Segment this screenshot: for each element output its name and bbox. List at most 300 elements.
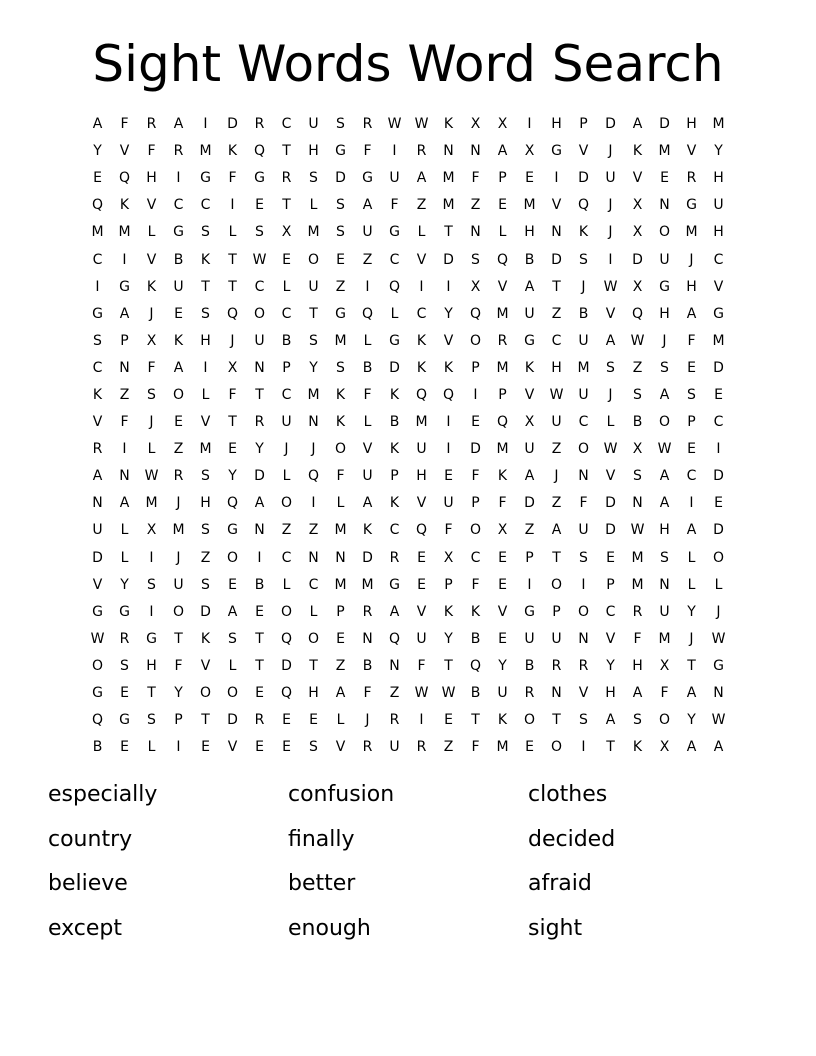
grid-letter: S [201,305,210,322]
grid-letter: C [686,468,697,485]
grid-letter: F [579,495,588,512]
grid-letter: K [92,386,103,403]
grid-letter: M [712,332,725,349]
grid-letter: P [552,603,561,620]
grid-letter: S [579,251,588,268]
grid-letter: X [281,224,292,241]
grid-letter: F [498,495,507,512]
grid-letter: G [92,305,103,322]
grid-letter: E [714,386,723,403]
grid-letter: D [605,116,616,133]
grid-letter: P [471,495,480,512]
grid-letter: F [363,386,372,403]
grid-letter: H [713,224,724,241]
grid-row [84,599,732,626]
grid-letter: D [551,251,562,268]
grid-letter: H [146,170,157,187]
grid-letter: I [176,170,181,187]
grid-letter: F [174,657,183,674]
grid-letter: M [199,441,212,458]
grid-letter: B [92,739,103,756]
grid-letter: M [334,522,347,539]
grid-letter: J [311,441,316,458]
grid-letter: R [254,712,265,729]
grid-row [84,219,732,246]
grid-letter: T [147,685,156,702]
grid-letter: O [577,603,590,620]
grid-letter: K [416,332,427,349]
grid-letter: I [446,414,451,431]
grid-letter: Q [415,522,428,539]
grid-letter: E [282,739,291,756]
grid-letter: L [336,495,345,512]
grid-letter: S [228,630,237,647]
grid-row [84,463,732,490]
grid-letter: N [308,549,319,566]
grid-letter: C [200,197,211,214]
grid-letter: K [227,143,238,160]
grid-letter: X [227,359,238,376]
grid-letter: R [524,685,535,702]
grid-letter: N [308,414,319,431]
grid-letter: S [309,739,318,756]
grid-letter: I [230,197,235,214]
word-list-item: finally [288,826,355,852]
grid-letter: L [417,224,426,241]
grid-letter: P [120,332,129,349]
grid-letter: J [608,197,613,214]
grid-letter: U [362,468,373,485]
grid-letter: D [254,468,265,485]
grid-letter: I [257,549,262,566]
grid-letter: H [551,116,562,133]
grid-letter: G [659,278,670,295]
grid-row [84,246,732,273]
grid-letter: C [92,251,103,268]
grid-letter: R [362,603,373,620]
grid-letter: I [527,116,532,133]
grid-letter: U [362,224,373,241]
grid-letter: A [605,712,616,729]
grid-letter: S [579,549,588,566]
grid-letter: X [659,739,670,756]
grid-letter: D [632,251,643,268]
grid-letter: O [307,630,320,647]
grid-letter: H [659,522,670,539]
grid-letter: E [498,630,507,647]
grid-letter: M [631,576,644,593]
grid-letter: R [551,657,562,674]
grid-letter: M [145,495,158,512]
grid-letter: F [660,685,669,702]
grid-letter: I [392,143,397,160]
grid-letter: O [280,495,293,512]
grid-letter: U [578,522,589,539]
grid-letter: O [469,522,482,539]
grid-letter: H [713,170,724,187]
grid-letter: F [120,116,129,133]
grid-letter: N [578,468,589,485]
grid-letter: L [228,657,237,674]
grid-letter: I [527,576,532,593]
grid-letter: S [336,224,345,241]
grid-letter: P [525,549,534,566]
grid-letter: O [307,251,320,268]
grid-letter: E [417,549,426,566]
grid-row [84,328,732,355]
grid-letter: I [149,549,154,566]
grid-letter: N [713,685,724,702]
grid-letter: H [308,685,319,702]
grid-letter: O [199,685,212,702]
grid-letter: I [203,116,208,133]
grid-letter: X [632,441,643,458]
grid-row [84,409,732,436]
grid-letter: H [686,116,697,133]
grid-letter: N [119,359,130,376]
grid-letter: A [389,603,400,620]
grid-letter: K [497,712,508,729]
grid-letter: H [200,332,211,349]
grid-letter: V [605,468,616,485]
grid-letter: V [362,441,373,458]
grid-letter: G [200,170,211,187]
grid-letter: U [173,576,184,593]
grid-letter: L [714,576,723,593]
grid-letter: R [92,441,103,458]
grid-letter: C [605,603,616,620]
grid-letter: T [228,251,237,268]
grid-letter: R [173,468,184,485]
grid-letter: R [686,170,697,187]
grid-letter: O [523,712,536,729]
grid-letter: C [578,414,589,431]
grid-letter: Z [335,657,346,674]
grid-letter: J [284,441,289,458]
grid-letter: U [281,414,292,431]
grid-letter: S [201,224,210,241]
grid-letter: C [389,251,400,268]
grid-letter: A [713,739,724,756]
grid-letter: U [578,332,589,349]
grid-letter: Q [361,305,374,322]
grid-letter: P [471,359,480,376]
grid-letter: A [632,685,643,702]
grid-letter: V [605,630,616,647]
grid-letter: B [254,576,265,593]
grid-letter: E [525,170,534,187]
grid-letter: C [470,549,481,566]
grid-letter: J [176,495,181,512]
grid-letter: E [687,359,696,376]
grid-letter: A [335,685,346,702]
grid-letter: A [416,170,427,187]
grid-letter: Q [118,170,131,187]
grid-letter: P [498,386,507,403]
grid-letter: F [228,386,237,403]
grid-letter: T [444,224,453,241]
grid-letter: R [362,739,373,756]
grid-letter: H [200,495,211,512]
grid-letter: A [686,522,697,539]
grid-letter: K [632,143,643,160]
grid-letter: J [149,414,154,431]
grid-letter: I [581,576,586,593]
grid-letter: O [253,305,266,322]
grid-letter: L [228,224,237,241]
word-list-item: believe [48,871,128,896]
grid-letter: Y [228,468,237,485]
grid-letter: L [282,576,291,593]
grid-letter: F [363,685,372,702]
grid-letter: M [307,224,320,241]
grid-letter: F [228,170,237,187]
grid-letter: Y [687,603,696,620]
grid-letter: Z [416,197,427,214]
grid-letter: S [93,332,102,349]
grid-letter: T [282,143,291,160]
grid-letter: H [524,224,535,241]
grid-letter: X [443,549,454,566]
grid-letter: L [390,305,399,322]
grid-letter: S [147,712,156,729]
grid-letter: B [470,630,481,647]
grid-letter: X [632,278,643,295]
grid-letter: G [173,224,184,241]
grid-row [84,436,732,463]
grid-letter: Z [632,359,643,376]
grid-letter: C [713,414,724,431]
grid-letter: B [524,251,535,268]
grid-letter: X [470,278,481,295]
grid-letter: I [419,712,424,729]
grid-letter: Q [577,197,590,214]
grid-letter: W [657,441,672,458]
grid-letter: A [686,305,697,322]
grid-letter: I [419,278,424,295]
grid-letter: F [471,468,480,485]
grid-letter: F [471,576,480,593]
grid-letter: C [281,549,292,566]
grid-letter: U [254,332,265,349]
grid-letter: S [336,197,345,214]
grid-letter: T [201,712,210,729]
grid-letter: Q [280,630,293,647]
grid-letter: V [416,495,427,512]
grid-letter: M [334,576,347,593]
grid-letter: G [146,630,157,647]
grid-letter: G [227,522,238,539]
grid-letter: V [146,251,157,268]
grid-row [84,301,732,328]
grid-letter: S [336,116,345,133]
grid-letter: K [416,359,427,376]
grid-letter: J [608,143,613,160]
grid-letter: Y [606,657,615,674]
grid-letter: R [146,116,157,133]
grid-letter: Z [524,522,535,539]
grid-letter: L [282,278,291,295]
grid-letter: Q [307,468,320,485]
grid-letter: D [443,251,454,268]
grid-letter: Y [255,441,264,458]
grid-letter: M [631,549,644,566]
grid-letter: C [173,197,184,214]
grid-letter: T [228,414,237,431]
grid-letter: Z [173,441,184,458]
grid-letter: D [227,712,238,729]
grid-letter: A [362,197,373,214]
word-list-item: confusion [288,782,395,807]
grid-letter: F [147,359,156,376]
grid-letter: M [91,224,104,241]
grid-letter: E [174,305,183,322]
grid-letter: D [605,495,616,512]
grid-letter: N [119,468,130,485]
grid-letter: U [416,630,427,647]
grid-row [84,545,732,572]
grid-letter: O [712,549,725,566]
grid-letter: C [281,386,292,403]
grid-letter: Q [280,685,293,702]
grid-letter: A [524,468,535,485]
grid-letter: I [95,278,100,295]
word-list-item: except [48,915,123,941]
grid-letter: C [389,522,400,539]
letter-grid [84,111,732,761]
grid-letter: L [363,414,372,431]
grid-letter: M [442,197,455,214]
grid-letter: V [497,603,508,620]
grid-letter: E [255,685,264,702]
grid-letter: C [92,359,103,376]
grid-letter: M [658,143,671,160]
word-list-item: decided [528,826,616,852]
grid-letter: R [416,739,427,756]
word-list-item: clothes [528,782,608,807]
grid-letter: S [606,359,615,376]
grid-letter: E [255,603,264,620]
grid-letter: A [659,468,670,485]
grid-letter: H [605,685,616,702]
grid-letter: H [308,143,319,160]
grid-letter: S [660,359,669,376]
grid-letter: J [365,712,370,729]
grid-letter: T [309,657,318,674]
grid-letter: S [633,386,642,403]
grid-letter: G [389,224,400,241]
grid-letter: D [92,549,103,566]
grid-letter: K [443,603,454,620]
grid-letter: D [578,170,589,187]
grid-letter: B [578,305,589,322]
grid-letter: T [471,712,480,729]
grid-letter: S [147,576,156,593]
grid-letter: B [362,657,373,674]
grid-row [84,517,732,544]
grid-letter: W [711,630,726,647]
grid-letter: L [120,522,129,539]
grid-letter: K [497,468,508,485]
grid-letter: E [282,251,291,268]
grid-letter: U [713,197,724,214]
grid-letter: X [632,224,643,241]
grid-row [84,572,732,599]
grid-letter: I [122,441,127,458]
grid-letter: N [632,495,643,512]
grid-letter: S [147,386,156,403]
grid-letter: F [471,739,480,756]
grid-letter: I [122,251,127,268]
grid-letter: Q [388,278,401,295]
grid-letter: O [280,603,293,620]
grid-letter: N [470,224,481,241]
grid-letter: G [686,197,697,214]
grid-letter: C [281,116,292,133]
grid-letter: V [497,278,508,295]
grid-letter: B [470,685,481,702]
grid-row [84,165,732,192]
grid-letter: R [389,549,400,566]
grid-letter: G [119,603,130,620]
grid-letter: J [149,305,154,322]
grid-letter: X [146,332,157,349]
grid-letter: W [630,332,645,349]
grid-letter: T [309,305,318,322]
grid-letter: A [659,386,670,403]
word-list-item: sight [528,915,583,941]
grid-letter: E [201,739,210,756]
grid-letter: U [524,441,535,458]
grid-letter: U [578,386,589,403]
grid-letter: S [660,549,669,566]
grid-letter: S [309,332,318,349]
grid-letter: A [173,116,184,133]
grid-letter: L [147,739,156,756]
grid-letter: U [308,278,319,295]
grid-letter: E [444,468,453,485]
grid-letter: M [496,739,509,756]
grid-letter: U [497,685,508,702]
grid-letter: A [362,495,373,512]
grid-row [84,680,732,707]
grid-letter: V [416,251,427,268]
grid-letter: Q [442,386,455,403]
grid-letter: E [120,685,129,702]
grid-letter: J [581,278,586,295]
grid-letter: L [201,386,210,403]
grid-letter: T [444,657,453,674]
grid-letter: N [254,359,265,376]
grid-letter: T [552,712,561,729]
grid-letter: N [578,630,589,647]
grid-letter: L [147,224,156,241]
grid-letter: V [605,305,616,322]
grid-letter: W [90,630,105,647]
grid-letter: T [201,278,210,295]
grid-letter: R [389,712,400,729]
grid-letter: Z [389,685,400,702]
grid-letter: K [200,251,211,268]
grid-letter: K [389,495,400,512]
grid-letter: B [632,414,643,431]
grid-letter: Y [120,576,129,593]
grid-letter: E [444,712,453,729]
grid-letter: P [498,170,507,187]
grid-letter: N [335,549,346,566]
grid-letter: M [361,576,374,593]
grid-letter: S [336,359,345,376]
